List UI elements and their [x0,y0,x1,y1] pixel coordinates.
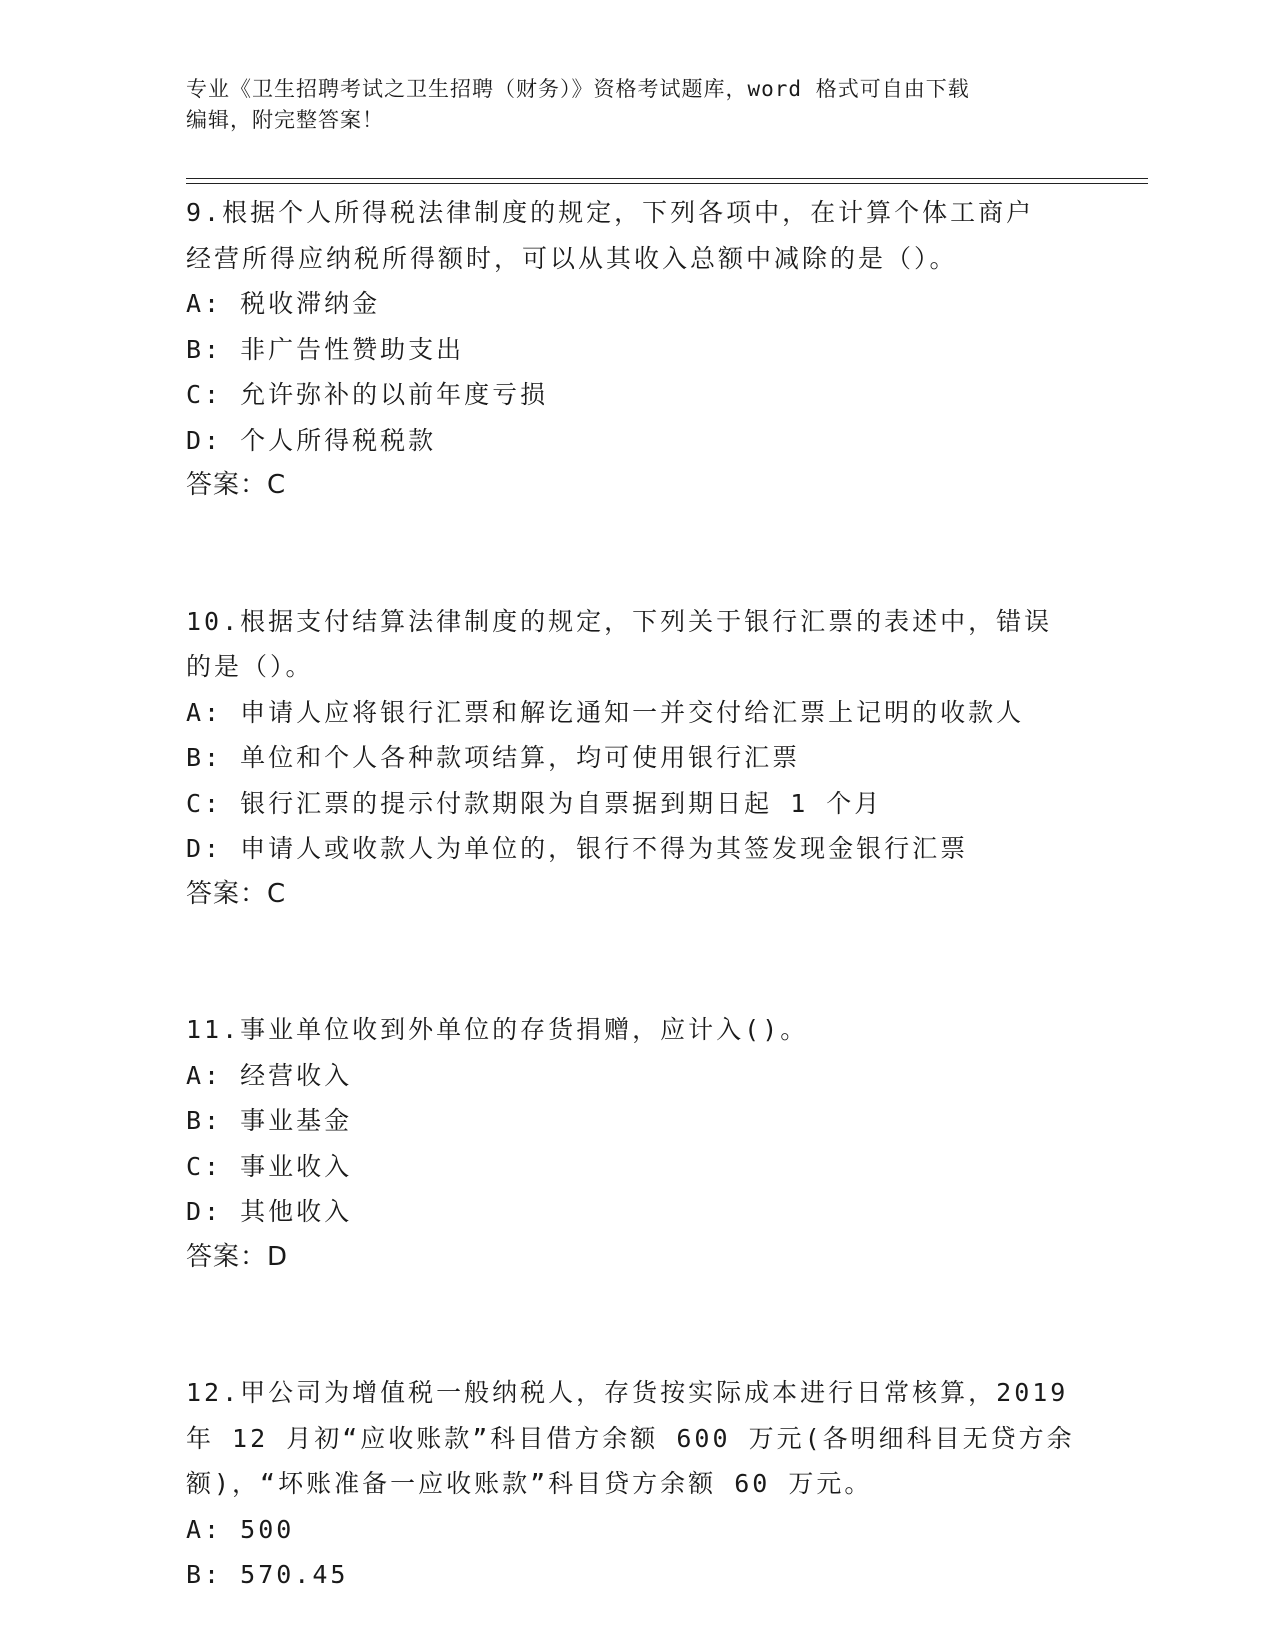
question-text: 年 12 月初“应收账款”科目借方余额 600 万元(各明细科目无贷方余 [186,1423,1075,1453]
option-b: B: 事业基金 [186,1106,353,1135]
option-b: B: 非广告性赞助支出 [186,334,465,364]
option-c: C: 银行汇票的提示付款期限为自票据到期日起 1 个月 [186,788,883,818]
answer: 答案：C [186,470,287,500]
header-divider [186,183,1148,184]
option-a: A: 经营收入 [186,1060,353,1090]
question-text: 10.根据支付结算法律制度的规定，下列关于银行汇票的表述中，错误 [186,606,1053,636]
question-list [186,190,1126,1598]
question-text: 9.根据个人所得税法律制度的规定，下列各项中，在计算个体工商户 [186,198,1035,227]
question-text: 11.事业单位收到外单位的存货捐赠，应计入()。 [186,1015,809,1044]
document-header [186,74,1086,136]
question-text: 经营所得应纳税所得额时，可以从其收入总额中减除的是（）。 [186,243,958,273]
question-11 [186,1007,1126,1280]
option-d: D: 个人所得税税款 [186,425,437,455]
header-divider [186,178,1148,179]
header-line: 专业《卫生招聘考试之卫生招聘（财务）》资格考试题库，word 格式可自由下载 [186,77,970,101]
option-d: D: 其他收入 [186,1197,353,1226]
header-line: 编辑，附完整答案！ [186,108,384,132]
answer: 答案：C [186,878,287,909]
option-b: B: 570.45 [186,1560,349,1589]
option-a: A: 申请人应将银行汇票和解讫通知一并交付给汇票上记明的收款人 [186,697,1025,727]
question-12 [186,1370,1126,1598]
option-c: C: 允许弥补的以前年度亏损 [186,380,549,409]
option-b: B: 单位和个人各种款项结算，均可使用银行汇票 [186,743,801,772]
option-c: C: 事业收入 [186,1151,353,1181]
answer: 答案：D [186,1241,289,1272]
question-10 [186,599,1126,918]
question-text: 12.甲公司为增值税一般纳税人，存货按实际成本进行日常核算，2019 [186,1378,1069,1407]
option-a: A: 500 [186,1514,295,1544]
question-text: 额)，“坏账准备一应收账款”科目贷方余额 60 万元。 [186,1469,873,1498]
option-d: D: 申请人或收款人为单位的，银行不得为其签发现金银行汇票 [186,834,969,863]
question-9 [186,190,1126,509]
question-text: 的是（）。 [186,652,314,681]
option-a: A: 税收滞纳金 [186,289,381,318]
